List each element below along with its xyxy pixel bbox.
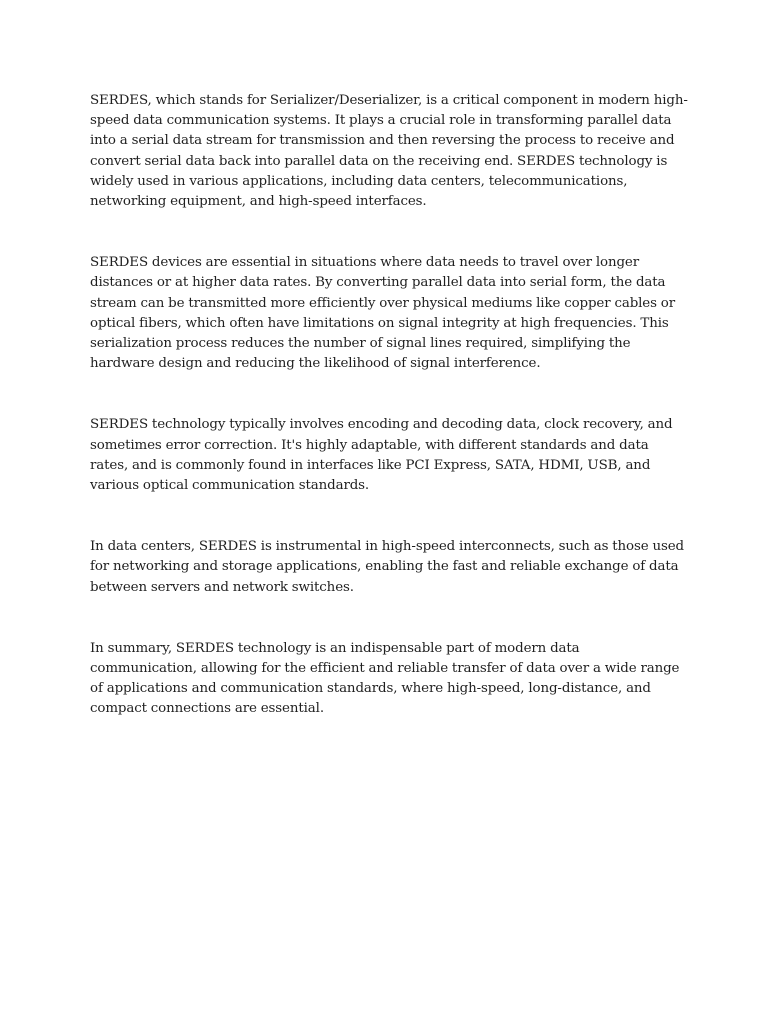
paragraph-data-centers: In data centers, SERDES is instrumental in high-speed interconnects, such as those used for networking and storage applications, enabling the fast and reliable exchange of data between servers and network switches. [90, 539, 684, 595]
paragraph-serdes-technology: SERDES technology typically involves encoding and decoding data, clock recovery, and sometimes error correction. It's highly adaptable, with different standards and data rates, and is commonly found in interfaces like PCI Express, SATA, HDMI, USB, and various optical communication standards. [90, 417, 673, 494]
document-body [90, 91, 688, 761]
paragraph-serdes-definition: SERDES, which stands for Serializer/Deserializer, is a critical component in modern high-speed data communication systems. It plays a crucial role in transforming parallel data into a serial data stream for transmission and then reversing the process to receive and convert serial data back into parallel data on the receiving end. SERDES technology is widely used in various applications, including data centers, telecommunications, networking equipment, and high-speed interfaces. [90, 93, 688, 210]
paragraph-serdes-usage: SERDES devices are essential in situations where data needs to travel over longer distances or at higher data rates. By converting parallel data into serial form, the data stream can be transmitted more efficiently over physical mediums like copper cables or optical fibers, which often have limitations on signal integrity at high frequencies. This serialization process reduces the number of signal lines required, simplifying the hardware design and reducing the likelihood of signal interference. [90, 255, 676, 372]
paragraph-summary: In summary, SERDES technology is an indispensable part of modern data communication, allowing for the efficient and reliable transfer of data over a wide range of applications and communication standards, where high-speed, long-distance, and compact connections are essential. [90, 640, 680, 717]
